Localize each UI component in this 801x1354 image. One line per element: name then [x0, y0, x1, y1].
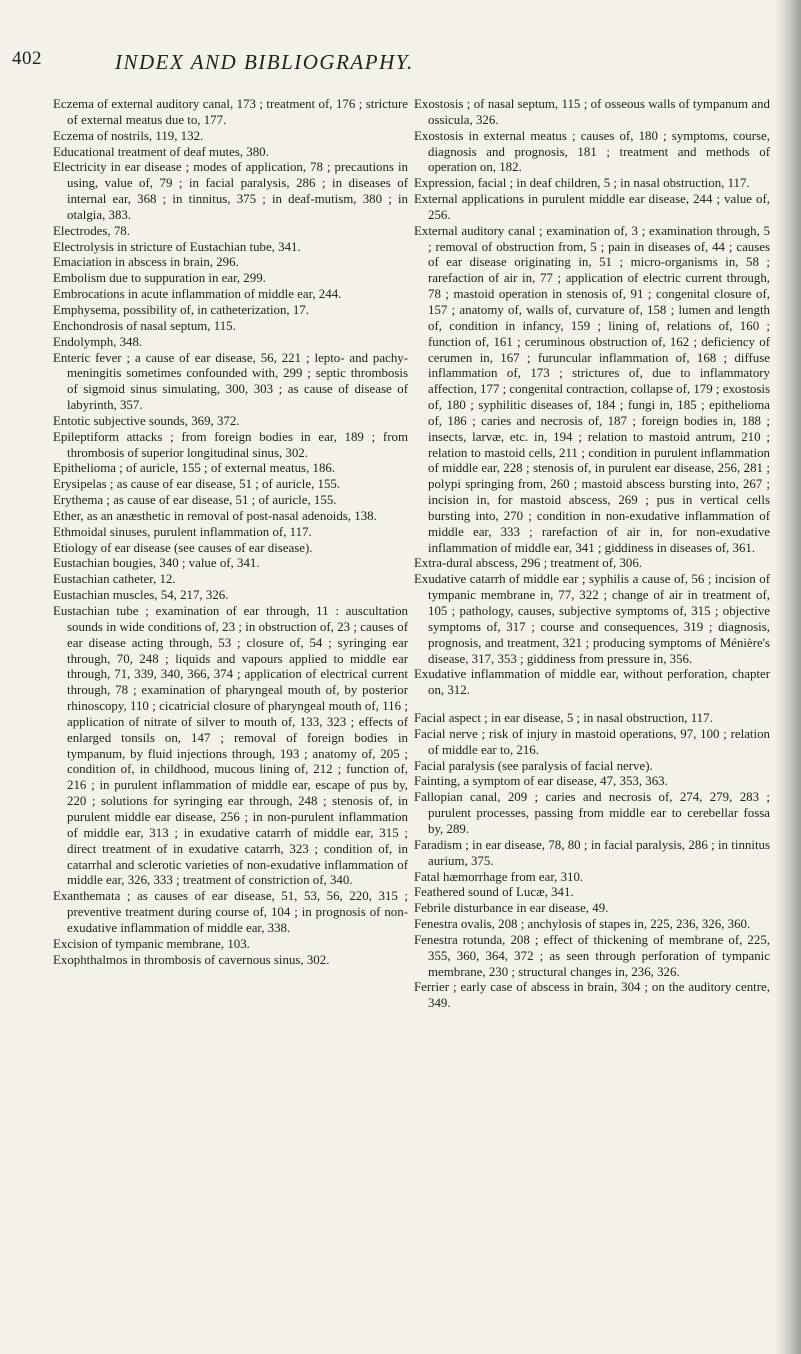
page-header [0, 20, 801, 80]
index-entry: Electrolysis in stricture of Eustachian tube, 341. [53, 239, 301, 254]
index-entry: Facial nerve ; risk of injury in mastoid operations, 97, 100 ; relation of middle ear to, 216. [414, 726, 770, 757]
left-column [53, 97, 408, 968]
index-entry: Eczema of external auditory canal, 173 ; treatment of, 176 ; stricture of external meatus due to, 177. [53, 97, 408, 127]
index-entry: Entotic subjective sounds, 369, 372. [53, 413, 240, 428]
index-entry: Expression, facial ; in deaf children, 5 ; in nasal obstruction, 117. [414, 176, 750, 191]
index-entry: Fenestra ovalis, 208 ; anchylosis of stapes in, 225, 236, 326, 360. [414, 917, 751, 932]
index-entry: Exophthalmos in thrombosis of cavernous sinus, 302. [53, 952, 330, 967]
page-number: 402 [12, 48, 42, 69]
index-entry: Febrile disturbance in ear disease, 49. [414, 901, 609, 916]
index-entry: Fainting, a symptom of ear disease, 47, 353, 363. [414, 774, 668, 789]
index-entry: Emphysema, possibility of, in catheterization, 17. [53, 302, 309, 317]
index-entry: Electricity in ear disease ; modes of application, 78 ; precautions in using, value of, 79 ; in facial paralysis, 286 ; in diseases of internal ear, 368 ; in tinnitus, 375 ; in deaf-mutism, 380 ; in otalgia, 383. [53, 160, 408, 222]
index-entry: Ferrier ; early case of abscess in brain, 304 ; on the auditory centre, 349. [414, 980, 770, 1011]
index-entry: Epithelioma ; of auricle, 155 ; of external meatus, 186. [53, 461, 336, 476]
index-entry: Embrocations in acute inflammation of middle ear, 244. [53, 287, 342, 302]
index-entry: Eustachian tube ; examination of ear through, 11 : auscultation sounds in wide conditions of, 23 ; in obstruction of, 23 ; causes of ear disease acting through, 53 ; closure of, 54 ; syringing ear through, 70, 248 ; liquids and vapours applied to middle ear through, 71, 339, 340, 366, 374 ; application of electrical current through, 78 ; examination of pharyngeal mouth of, by posterior rhinoscopy, 110 ; cicatricial closure of pharyngeal mouth of, 116 ; application of nitrate of silver to mouth of, 133, 323 ; effects of enlarged tonsils on, 147 ; removal of foreign bodies in tympanum, by fluid injections through, 193 ; anatomy of, 205 ; condition of, in childhood, mucous lining of, 212 ; function of, 216 ; in purulent inflammation of middle ear, escape of pus by, 220 ; solutions for syringing ear through, 248 ; stenosis of, in purulent middle ear disease, 256 ; in non-purulent inflammation of middle ear, 313 ; in exudative catarrh of middle ear, 315 ; direct treatment of in exudative catarrh, 323 ; condition of, in catarrhal and sclerotic varieties of non-exudative inflammation of middle ear, 326, 333 ; treatment of constriction of, 340. [53, 604, 408, 888]
index-entry: Facial paralysis (see paralysis of facial nerve). [414, 758, 653, 773]
right-column [414, 97, 770, 1012]
index-entry: Fenestra rotunda, 208 ; effect of thickening of membrane of, 225, 355, 360, 364, 372 ; as seen through perforation of tympanic membrane, 230 ; structural changes in, 236, 326. [414, 932, 770, 979]
index-entry: Ether, as an anæsthetic in removal of post-nasal adenoids, 138. [53, 508, 377, 523]
index-entry: Erysipelas ; as cause of ear disease, 51 ; of auricle, 155. [53, 477, 341, 492]
running-title: INDEX AND BIBLIOGRAPHY. [115, 50, 414, 74]
index-entry: Ethmoidal sinuses, purulent inflammation of, 117. [53, 524, 312, 539]
page-edge-shadow [775, 0, 801, 1354]
index-entry: Fatal hæmorrhage from ear, 310. [414, 869, 584, 884]
index-entry: External applications in purulent middle ear disease, 244 ; value of, 256. [414, 192, 770, 222]
index-entry: Exostosis in external meatus ; causes of, 180 ; symptoms, course, diagnosis and prognosis, 181 ; treatment and methods of operation on, 182. [414, 128, 770, 175]
index-entry: Enteric fever ; a cause of ear disease, 56, 221 ; lepto- and pachy-meningitis sometimes confounded with, 299 ; septic thrombosis of sigmoid sinus simulating, 300, 303 ; as cause of disease of labyrinth, 357. [53, 350, 408, 413]
index-entry: Eczema of nostrils, 119, 132. [53, 128, 204, 143]
index-entry: Exudative inflammation of middle ear, without perforation, chapter on, 312. [414, 667, 770, 698]
index-entry: Etiology of ear disease (see causes of ear disease). [53, 540, 313, 555]
index-entry: Eustachian bougies, 340 ; value of, 341. [53, 556, 260, 571]
index-entry: Educational treatment of deaf mutes, 380. [53, 144, 269, 159]
index-entry: Electrodes, 78. [53, 223, 130, 238]
index-entry: Embolism due to suppuration in ear, 299. [53, 271, 266, 286]
index-entry: Endolymph, 348. [53, 334, 143, 349]
section-gap [414, 699, 770, 711]
index-entry: Epileptiform attacks ; from foreign bodies in ear, 189 ; from thrombosis of superior longitudinal sinus, 302. [53, 429, 408, 460]
index-entry: Feathered sound of Lucæ, 341. [414, 885, 574, 900]
index-entry: Facial aspect ; in ear disease, 5 ; in nasal obstruction, 117. [414, 711, 713, 726]
index-entry: Exanthemata ; as causes of ear disease, 51, 53, 56, 220, 315 ; preventive treatment during course of, 104 ; in prognosis of non-exudative inflammation of middle ear, 338. [53, 889, 408, 935]
index-entry: Erythema ; as cause of ear disease, 51 ; of auricle, 155. [53, 493, 337, 508]
index-entry: Exostosis ; of nasal septum, 115 ; of osseous walls of tympanum and ossicula, 326. [414, 97, 770, 127]
index-entry: Faradism ; in ear disease, 78, 80 ; in facial paralysis, 286 ; in tinnitus aurium, 375. [414, 837, 770, 868]
index-entry: Excision of tympanic membrane, 103. [53, 936, 250, 951]
index-entry: Enchondrosis of nasal septum, 115. [53, 318, 236, 333]
index-entry: Eustachian muscles, 54, 217, 326. [53, 588, 229, 603]
index-entry: Exudative catarrh of middle ear ; syphilis a cause of, 56 ; incision of tympanic membrane in, 77, 322 ; change of air in treatment of, 105 ; pathology, causes, subjective symptoms of, 315 ; objective symptoms of, 317 ; course and consequences, 319 ; diagnosis, prognosis, and treatment, 321 ; producing symptoms of Ménière's disease, 317, 353 ; giddiness from pressure in, 356. [414, 572, 770, 666]
index-entry: Fallopian canal, 209 ; caries and necrosis of, 274, 279, 283 ; purulent processes, passing from middle ear to cerebellar fossa by, 289. [414, 790, 770, 836]
index-entry: Eustachian catheter, 12. [53, 572, 176, 587]
index-entry: External auditory canal ; examination of, 3 ; examination through, 5 ; removal of obstruction from, 5 ; pain in diseases of, 44 ; causes of ear disease originating in, 51 ; micro-organisms in, 58 ; rarefaction of air in, 77 ; application of electric current through, 78 ; mastoid operation in stenosis of, 91 ; congenital closure of, 157 ; anatomy of, walls of, curvature of, 158 ; lumen and length of, condition in infancy, 159 ; lining of, relations of, 160 ; function of, 161 ; ceruminous obstruction of, 162 ; deficiency of cerumen in, 167 ; furuncular inflammation of, 168 ; diffuse inflammation of, 173 ; strictures of, due to inflammatory affection, 177 ; congenital contraction, collapse of, 179 ; exostosis of, 180 ; syphilitic diseases of, 184 ; fungi in, 185 ; epithelioma of, 186 ; caries and necrosis of, 187 ; foreign bodies in, 188 ; insects, larvæ, etc. in, 194 ; relation to mastoid antrum, 210 ; relation to mastoid cells, 211 ; condition in purulent inflammation of middle ear, 228 ; stenosis of, in purulent ear disease, 256, 281 ; polypi springing from, 260 ; mastoid abscess bursting into, 267 ; incision in, for mastoid abscess, 269 ; pus in vertical cells bursting into, 270 ; condition in non-exudative inflammation of middle ear, 333 ; rarefaction of air in, for non-exudative inflammation of middle ear, 341 ; giddiness in diseases of, 361. [414, 223, 770, 555]
index-entry: Extra-dural abscess, 296 ; treatment of, 306. [414, 556, 643, 571]
index-entry: Emaciation in abscess in brain, 296. [53, 255, 239, 270]
